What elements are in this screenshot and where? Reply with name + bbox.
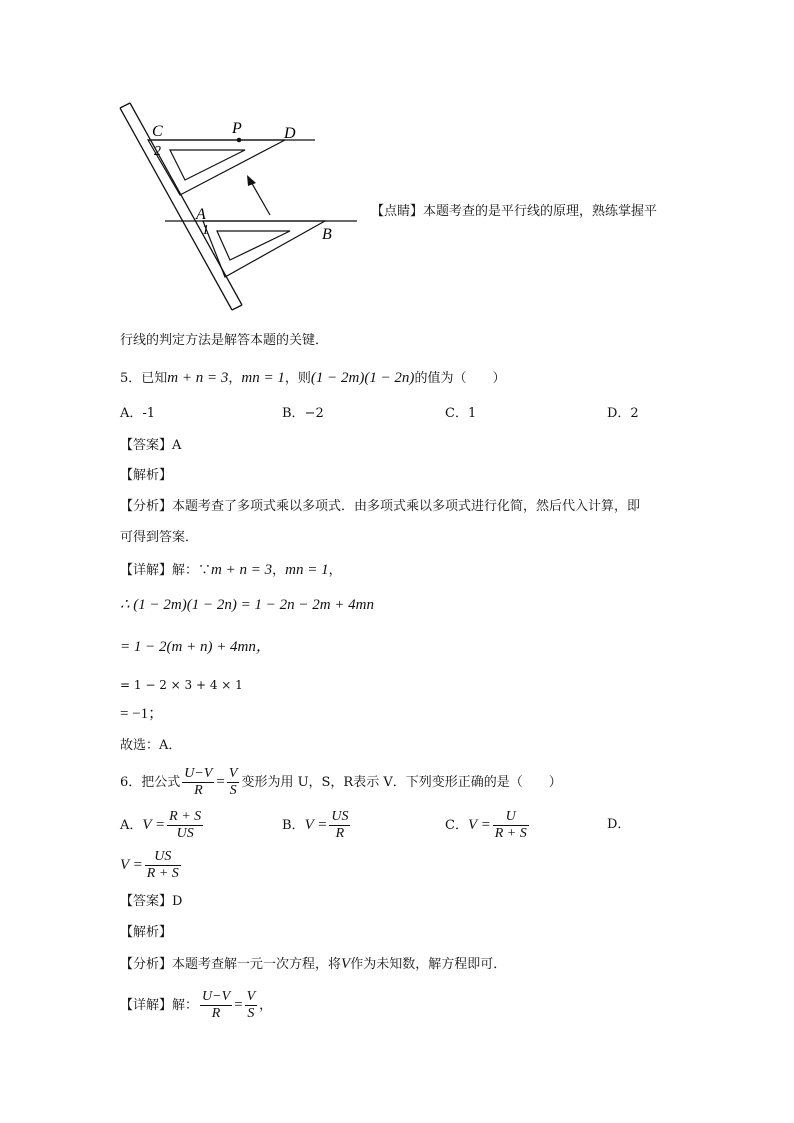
q6-option-b-den: R (335, 826, 345, 841)
q6-detail-frac-left-den: R (211, 1006, 221, 1021)
label-b: B (322, 226, 332, 243)
q5-step3: = 1 − 2 × 3 + 4 × 1 (120, 678, 243, 692)
q5-choice: 故选：A． (120, 738, 182, 753)
q6-detail (120, 975, 272, 1036)
q5-option-a: A．-1 (120, 406, 156, 421)
q6-formula-right-num: V (228, 766, 238, 781)
q6-detail-end: ， (259, 998, 273, 1013)
q5-detail-cond1: m + n = 3 (211, 562, 273, 578)
commentary-tag: 【点睛】 (371, 204, 424, 219)
q6-option-a-label: A． (120, 818, 143, 833)
q6-option-a-num: R + S (169, 809, 202, 824)
commentary-text2: 行线的判定方法是解答本题的关键． (120, 333, 329, 348)
label-p: P (232, 120, 242, 137)
q6-prefix: 把公式 (141, 775, 181, 790)
q6-option-a-frac (167, 809, 203, 842)
q6-option-b-label: B． (282, 818, 305, 833)
q6-option-b (282, 805, 352, 846)
q6-formula-eq: = (216, 774, 225, 790)
q6-option-c-lhs: V = (467, 817, 491, 833)
q6-detail-frac-right-den: S (247, 1006, 255, 1021)
q6-formula-left-den: R (194, 783, 203, 798)
q5-number: 5． (120, 371, 142, 386)
q6-stem (120, 762, 562, 803)
q5-sep: ， (228, 371, 242, 386)
q6-option-b-num: US (331, 809, 349, 824)
q5-step4: = −1； (120, 706, 164, 722)
q5-detail-end: ， (328, 563, 342, 578)
q5-fenxi-line2: 可得到答案． (120, 530, 199, 545)
parallel-lines-figure (110, 100, 370, 320)
q6-option-a (120, 805, 205, 846)
upper-set-square (148, 140, 285, 195)
q6-detail-frac-right (245, 989, 258, 1022)
q6-analysis-title: 【解析】 (120, 925, 173, 940)
q5-detail-cond2: mn = 1 (285, 562, 329, 578)
q6-answer: 【答案】D (120, 894, 183, 909)
q6-formula-right (227, 766, 240, 799)
q6-option-a-lhs: V = (142, 817, 166, 833)
q5-expr: (1 − 2m)(1 − 2n) (310, 370, 415, 386)
q6-detail-eq: = (234, 997, 243, 1013)
q6-option-d-lhs: V = (120, 857, 143, 873)
q5-option-c: C．1 (445, 406, 477, 421)
q5-suffix: 的值为（ ） (414, 371, 506, 386)
commentary-text1: 本题考查的是平行线的原理，熟练掌握平 (423, 204, 658, 219)
q5-option-b: B．−2 (282, 406, 324, 421)
label-d: D (284, 125, 296, 142)
q6-option-d-frac (145, 849, 181, 882)
q6-detail-prefix: 【详解】解： (120, 998, 199, 1013)
q5-then: ，则 (284, 371, 311, 386)
q6-option-a-den: US (176, 826, 194, 841)
label-c: C (152, 123, 163, 140)
point-p (237, 138, 242, 143)
q6-fenxi-v: V (341, 956, 351, 972)
q6-option-b-frac (329, 809, 350, 842)
q5-stem (120, 369, 505, 388)
arrow (250, 180, 270, 215)
q6-option-c (445, 805, 531, 846)
q5-cond2: mn = 1 (241, 370, 285, 386)
q6-fenxi-b: 作为未知数，解方程即可． (350, 957, 507, 972)
q6-fenxi (120, 955, 506, 974)
q5-answer: 【答案】A (120, 438, 182, 453)
q5-prefix: 已知 (141, 371, 168, 386)
q5-detail (120, 561, 342, 580)
label-two: 2 (154, 144, 161, 159)
q5-fenxi-line1: 【分析】本题考查了多项式乘以多项式．由多项式乘以多项式进行化简，然后代入计算，即 (120, 499, 641, 514)
commentary-line1 (371, 203, 657, 221)
ruler-edge-right (130, 103, 242, 305)
q6-option-d-num: US (145, 849, 181, 866)
q6-option-d-den: R + S (146, 866, 179, 881)
q6-formula-left-num: U−V (184, 766, 213, 781)
label-a: A (196, 206, 206, 223)
label-one: 1 (202, 223, 209, 238)
commentary-line2 (120, 332, 328, 350)
q5-detail-sep: ， (272, 563, 286, 578)
q5-step2: = 1 − 2(m + n) + 4mn， (120, 639, 271, 655)
q6-formula-left (182, 766, 214, 799)
q6-option-c-label: C． (445, 818, 468, 833)
q5-analysis-title: 【解析】 (120, 468, 173, 483)
q6-option-c-frac (493, 809, 529, 842)
ruler-edge-left (120, 108, 232, 310)
q6-suffix: 变形为用 U，S，R表示 V．下列变形正确的是（ ） (241, 775, 562, 790)
q6-option-d (120, 845, 183, 886)
lower-set-square (203, 221, 325, 277)
q5-cond1: m + n = 3 (167, 370, 229, 386)
q6-detail-frac-right-num: V (246, 989, 256, 1004)
q6-formula-right-den: S (229, 783, 237, 798)
q6-detail-frac-left-num: U−V (202, 989, 231, 1004)
q6-option-c-num: U (493, 809, 529, 826)
q6-option-b-lhs: V = (304, 817, 328, 833)
q6-number: 6． (120, 775, 142, 790)
q6-option-c-den: R + S (494, 826, 527, 841)
q6-option-d-label: D． (607, 817, 631, 832)
q5-option-d: D．2 (607, 406, 639, 421)
q6-detail-frac-left (200, 989, 232, 1022)
q5-detail-prefix: 【详解】解：∵ (120, 563, 212, 578)
q5-step1: ∴ (1 − 2m)(1 − 2n) = 1 − 2n − 2m + 4mn (120, 597, 375, 613)
q6-fenxi-a: 【分析】本题考查解一元一次方程，将 (120, 957, 342, 972)
